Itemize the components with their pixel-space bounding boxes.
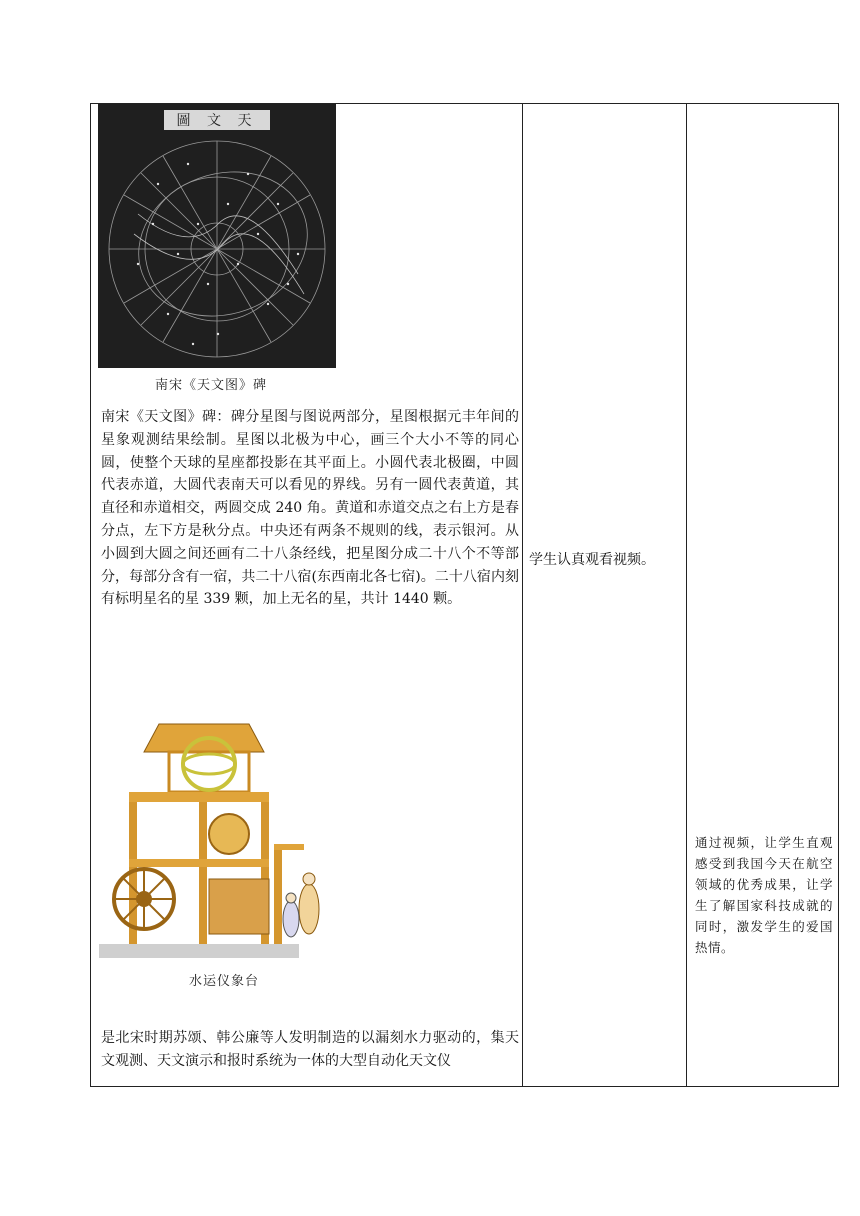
student-activity-text: 学生认真观看视频。	[529, 552, 655, 568]
lesson-table	[90, 103, 839, 1087]
astronomical-clock-tower-image	[99, 704, 331, 962]
design-intent-column	[687, 104, 839, 1086]
clock-tower-description: 是北宋时期苏颂、韩公廉等人发明制造的以漏刻水力驱动的，集天文观测、天文演示和报时系统为一体的大型自动化天文仪	[101, 1030, 519, 1069]
star-map-caption: 南宋《天文图》碑	[155, 378, 268, 393]
star-map-image	[98, 104, 336, 368]
design-intent-text: 通过视频，让学生直观感受到我国今天在航空领域的优秀成果，让学生了解国家科技成就的同时，激发学生的爱国热情。	[695, 835, 833, 955]
star-map-title-glyphs: 圖 文 天	[176, 113, 258, 129]
student-activity-column	[523, 104, 685, 1086]
content-column	[91, 104, 521, 1086]
star-map-description: 南宋《天文图》碑：碑分星图与图说两部分，星图根据元丰年间的星象观测结果绘制。星图以北极为中心，画三个大小不等的同心圆，使整个天球的星座都投影在其平面上。小圆代表北极圈，中圆代表赤道，大圆代表南天可以看见的界线。另有一圆代表黄道，其直径和赤道相交，两圆交成 240 角。黄道和赤道交点之右上方是春分点，左下方是秋分点。中央还有两条不规则的线，表示银河。从小圆到大圆之间还画有二十八条经线，把星图分成二十八个不等部分，每部分含有一宿，共二十八宿(东西南北各七宿)。二十八宿内刻有标明星名的星 339 颗，加上无名的星，共计 1440 颗。	[101, 409, 519, 608]
clock-tower-caption: 水运仪象台	[189, 974, 260, 989]
